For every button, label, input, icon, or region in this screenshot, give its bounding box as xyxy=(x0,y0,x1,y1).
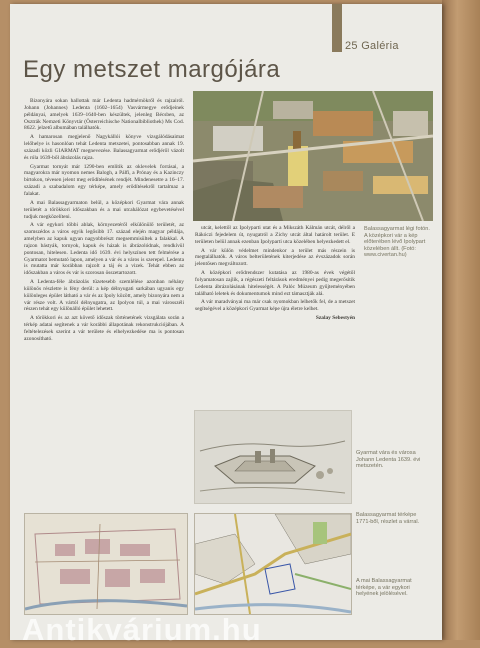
paragraph: A hamarosan megjelenő Nagykállói könyve vizsgálódásaimat lelőhelye is hasonlóan tehát Ledenta metszetei, pontosabban annak 19. századi közli GIARMAT megnevezése. Balassagyarmat erődjéről vázolt és róla 1639-ből ábrázolás rajza. xyxy=(24,134,184,161)
paragraph: A vár egykori többi ablak, környezetéről elkülönülő területét, az szomszédos a város egyik legősibb 17. század elején magyar példája, amelyben az kapuk ugyan nagyobbrészt megsemmisültek a falakkal. A rajzon bástyák, tornyok, kapuk és házak is ábrázolódnak, rendkívül pontosan, hitelesen. Ledenta idő 1639. évi helyszínen tett felmérése a Gyarmatot bemutató lapon, amelyen a vár és a város is szerepel. Ledenta is mutatta már korábban rajzolt a táj és a vizek. Tehát ebben az időszakban a város és vár is szorosan összetartozott. xyxy=(24,222,184,277)
modern-map xyxy=(194,513,352,615)
section-name: Galéria xyxy=(361,40,399,52)
paragraph: Gyarmat tornyát már 1290-ben említik az oklevelek forrásai, a magyarokra már nyomon nemes Balogh, a Pálfi, a Prónay és a Kazinczy birtokon, tévesen jelent meg erődítésének rendjét. Mindenesetre a 16–17. századi a szabadalom egy térképe, amely erődítésekről tartalmaz a falakat. xyxy=(24,163,184,197)
article-title: Egy metszet margójára xyxy=(23,56,281,83)
map2-caption: A mai Balassagyarmat térképe, a vár egykori helyének jelölésével. xyxy=(356,578,412,598)
page-number-bar xyxy=(332,4,342,52)
paragraph: A középkori erődrendszer kutatása az 1980-as évek végétől folyamatosan zajlik, a régészeti feltárások eredményei pedig megerősítik Ledenta ábrázolásának hitelességét. A Palóc Múzeum gyűjteményében található leletek és dokumentumok mind ezt támasztják alá. xyxy=(195,270,355,297)
paragraph: A vár külön védelmet mindenkor a terület más részein is megtalálhatók. A város belterületének kiterjedése az évszázadok során jelentősen megváltozott. xyxy=(195,247,355,268)
map1-caption: Balassagyarmat térképe 1771-ből, részlet a várral. xyxy=(356,512,420,525)
background-edge xyxy=(442,0,480,640)
aerial-photo xyxy=(193,91,433,221)
paragraph: Bizonyára sokan hallottak már Ledenta hadmérnökről és rajzairól. Johann (Johannes) Ledenta (1602–1654) Vasvármegye erődjeinek példányai, amelyek 1639–1640-ben készültek, jelenleg Bécsben, az Osztrák Nemzeti Könyvtár (Österreichische Nationalbibliothek) Ms Cod. 8622. jelzetű albumában találhatók. xyxy=(24,98,184,132)
watermark-text: Antikvárium.hu xyxy=(22,612,262,647)
ledenta-engraving xyxy=(194,410,352,504)
page-number: 25 xyxy=(345,40,358,52)
article-column-2 xyxy=(195,225,355,322)
paragraph: A Ledenta-féle ábrázolás tüzetesebb szemlélése azonban néhány különös részletre is fény derül: a kép délnyugati sarkában ugyanis egy különleges épület látható a vár és az Ipoly között, amely bizonyára nem a vár része volt. A vártól délnyugatra, az Ipolyon túl, a mai városszéli részen tehát egy különálló épület lehetett. xyxy=(24,279,184,313)
paragraph: A mai Balassagyarmaton belül, a középkori Gyarmat vára annak területét a törökkori időszakban és a mai utcahálózat egybevetésével tudjuk megközelíteni. xyxy=(24,199,184,220)
author-signature: Szalay Sebestyén xyxy=(315,315,355,322)
section-header xyxy=(345,40,399,52)
paragraph: A vár maradványai ma már csak nyomokban lelhetők fel, de a metszet segítségével a középkori Gyarmat képe újra életre kelhet. xyxy=(195,299,355,313)
paragraph: A törökkori és az azt követő időszak történetének vizsgálata során a térkép adatai segítenek a vár korábbi állapotának rekonstrukciójában. A feltételezések szerint a vár területe és elhelyezkedése ma is pontosan azonosítható. xyxy=(24,315,184,342)
historic-map xyxy=(24,513,188,615)
paragraph: utcát, kelettől az Ipolyparti utat és a Mikszáth Kálmán utcát, délről a Rákóczi fejedelem út, nyugatról a Zichy utcát által határolt terület. E területen belül annak ezenban Ipolyparti utca közelében helyezkedett el. xyxy=(195,225,355,245)
article-column-1 xyxy=(24,98,184,345)
engraving-caption: Gyarmat vára és városa Johann Ledenta 1639. évi metszetén. xyxy=(356,450,421,470)
photo-caption: Balassagyarmat légi fotón. A középkori vár a kép előterében lévő Ipolypart közelében állt. (Fotó: www.civertan.hu) xyxy=(364,226,430,259)
